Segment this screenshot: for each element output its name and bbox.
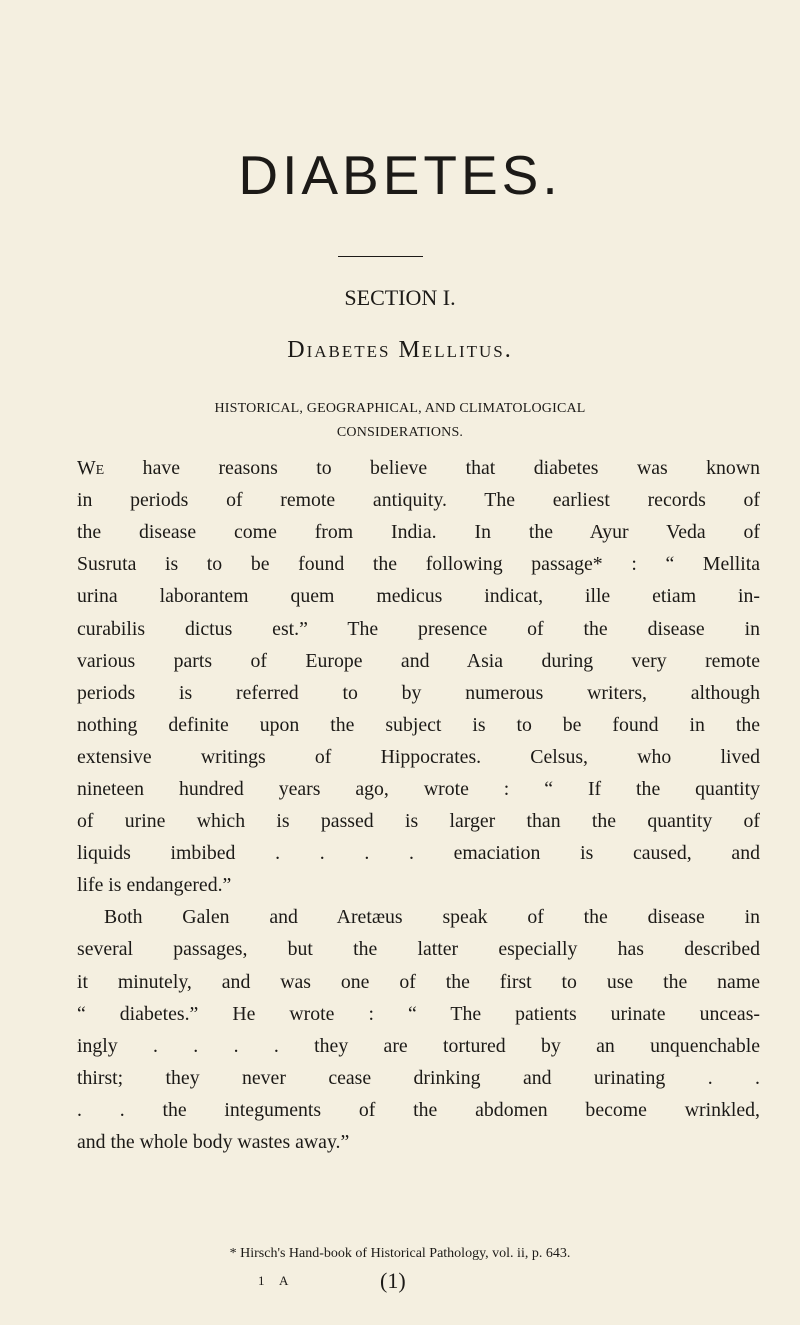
title-rule [338,256,423,257]
body-line: liquids imbibed . . . . emaciation is caused, and [77,844,760,864]
footnote: * Hirsch's Hand-book of Historical Pathology, vol. ii, p. 643. [229,1246,571,1261]
body-line: extensive writings of Hippocrates. Celsus, who lived [77,748,760,768]
considerations-heading-line-1: HISTORICAL, GEOGRAPHICAL, AND CLIMATOLOGICAL [214,401,586,416]
body-line: life is endangered.” [77,876,232,896]
body-line: urina laborantem quem medicus indicat, ille etiam in- [77,587,760,607]
body-line: Susruta is to be found the following passage* : “ Mellita [77,555,760,575]
body-line: it minutely, and was one of the first to use the name [77,973,760,993]
body-line: nineteen hundred years ago, wrote : “ If the quantity [77,780,760,800]
page-number: (1) [380,1268,406,1293]
body-line: various parts of Europe and Asia during very remote [77,652,760,672]
body-line: “ diabetes.” He wrote : “ The patients urinate unceas- [77,1005,760,1025]
body-line: several passages, but the latter especially has described [77,940,760,960]
body-line [77,459,760,479]
body-line: periods is referred to by numerous writers, although [77,684,760,704]
body-line: curabilis dictus est.” The presence of the disease in [77,620,760,640]
body-line: . . the integuments of the abdomen become wrinkled, [77,1101,760,1121]
body-line: nothing definite upon the subject is to be found in the [77,716,760,736]
signature-mark: 1 A [258,1273,295,1288]
body-line: the disease come from India. In the Ayur Veda of [77,523,760,543]
opening-word: We [77,459,105,479]
body-line: in periods of remote antiquity. The earliest records of [77,491,760,511]
body-line: Both Galen and Aretæus speak of the disease in [104,908,760,928]
section-heading: SECTION I. [344,285,456,310]
body-line: ingly . . . . they are tortured by an unquenchable [77,1037,760,1057]
considerations-heading-line-2: CONSIDERATIONS. [336,425,464,440]
page-title: DIABETES. [238,144,562,206]
body-line-text: have reasons to believe that diabetes was known [104,459,760,479]
body-line: and the whole body wastes away.” [77,1133,350,1153]
body-line: thirst; they never cease drinking and urinating . . [77,1069,760,1089]
body-line: of urine which is passed is larger than the quantity of [77,812,760,832]
section-subtitle: Diabetes Mellitus. [287,337,513,363]
